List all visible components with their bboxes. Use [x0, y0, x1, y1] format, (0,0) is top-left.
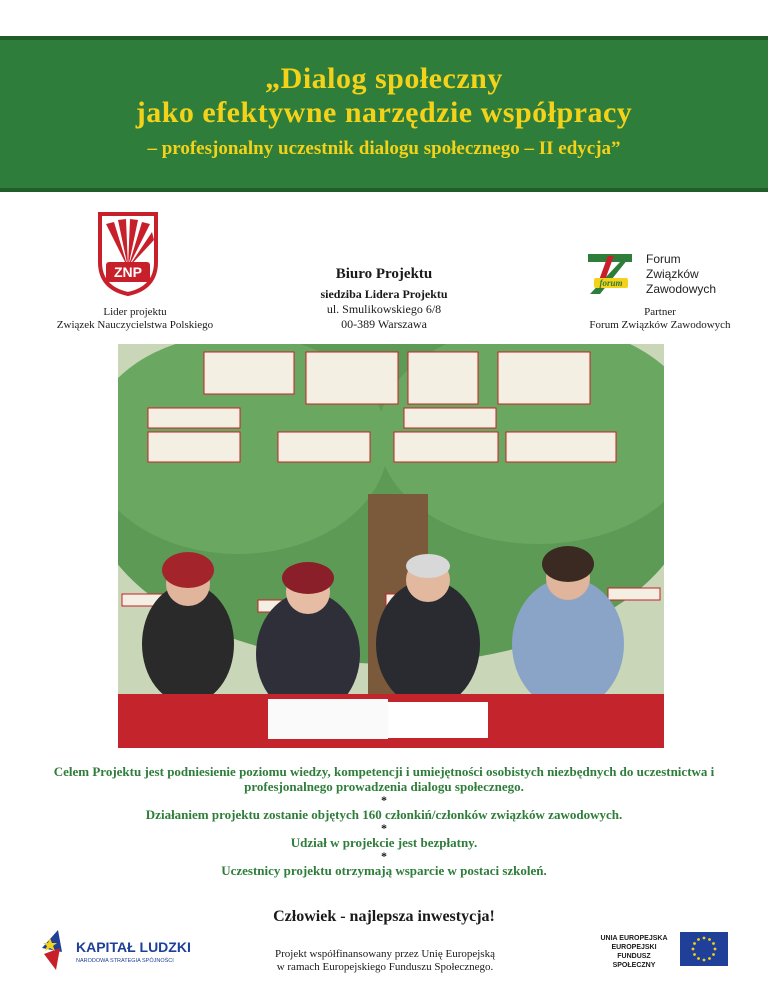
- motto: Człowiek - najlepsza inwestycja!: [273, 908, 495, 925]
- eu-label: [596, 934, 672, 970]
- eu-union: UNIA EUROPEJSKA: [600, 935, 668, 942]
- partner-label: Partner: [644, 306, 676, 318]
- project-title-line1: „Dialog społeczny: [265, 62, 503, 95]
- goal-4: Uczestnicy projektu otrzymają wsparcie w postaci szkoleń.: [221, 863, 547, 878]
- project-subtitle: – profesjonalny uczestnik dialogu społecznego – II edycja”: [147, 138, 621, 159]
- kapital-ludzki-logo: [40, 928, 210, 972]
- separator-star: *: [381, 821, 387, 835]
- leader-caption: [40, 306, 230, 332]
- office-title: Biuro Projektu: [335, 266, 433, 282]
- fzz-logo: [586, 250, 716, 298]
- office-city: 00-389 Warszawa: [341, 317, 427, 331]
- project-title-line2: jako efektywne narzędzie współpracy: [135, 96, 633, 129]
- cofunding-line1: Projekt współfinansowany przez Unię Europejską: [275, 948, 495, 960]
- separator-star: *: [381, 793, 387, 807]
- znp-logo: [96, 210, 160, 296]
- svg-text:Zawodowych: Zawodowych: [646, 282, 716, 296]
- goal-2: Działaniem projektu zostanie objętych 160 członkiń/członków związków zawodowych.: [145, 807, 623, 822]
- project-goals: [20, 764, 748, 878]
- leader-label: Lider projektu: [103, 306, 167, 318]
- cofunding-line2: w ramach Europejskiego Funduszu Społecznego.: [276, 961, 494, 973]
- svg-text:NARODOWA STRATEGIA SPÓJNOŚCI: NARODOWA STRATEGIA SPÓJNOŚCI: [76, 958, 174, 964]
- partner-caption: [560, 306, 760, 332]
- eu-social-fund: FUNDUSZ SPOŁECZNY: [612, 953, 656, 969]
- title-banner: [0, 36, 768, 192]
- leader-name: Związek Nauczycielstwa Polskiego: [56, 319, 214, 331]
- svg-text:Związków: Związków: [646, 267, 699, 281]
- svg-text:KAPITAŁ LUDZKI: KAPITAŁ LUDZKI: [76, 939, 191, 955]
- cofunding-note: [240, 948, 530, 974]
- goal-3: Udział w projekcie jest bezpłatny.: [290, 835, 478, 850]
- signing-photo: [118, 344, 664, 748]
- office-street: ul. Smulikowskiego 6/8: [326, 302, 442, 316]
- eu-flag-icon: [680, 932, 728, 966]
- goal-1: Celem Projektu jest podniesienie poziomu wiedzy, kompetencji i umiejętności osobistych niezbędnych do uczestnictwa i profesjonalnego prowadzenia dialogu społecznego.: [53, 764, 715, 794]
- separator-star: *: [381, 849, 387, 863]
- eu-european: EUROPEJSKI: [611, 944, 657, 951]
- svg-text:ZNP: ZNP: [114, 264, 142, 280]
- svg-text:Forum: Forum: [646, 252, 681, 266]
- partner-name: Forum Związków Zawodowych: [589, 319, 731, 331]
- svg-text:forum: forum: [599, 278, 623, 288]
- project-office: [284, 266, 484, 332]
- office-subtitle: siedziba Lidera Projektu: [320, 287, 448, 301]
